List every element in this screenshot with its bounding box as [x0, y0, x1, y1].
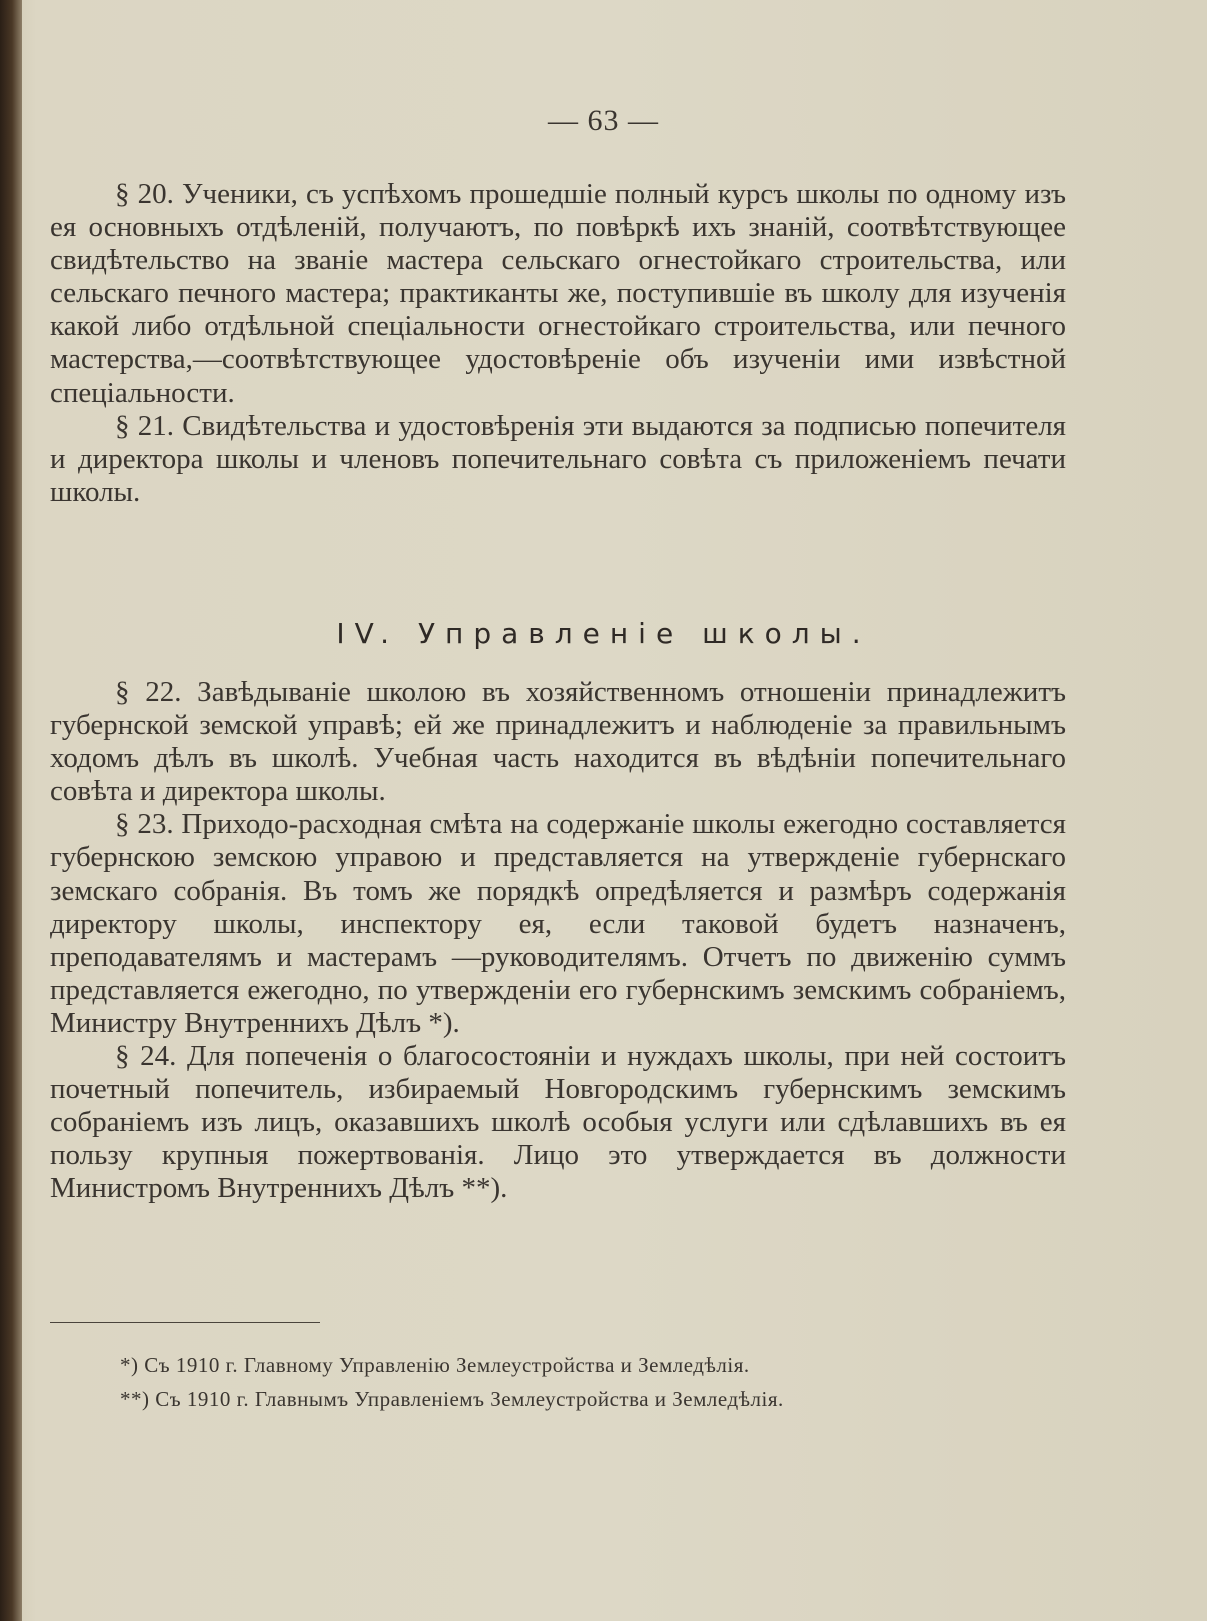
paragraph-20: § 20. Ученики, съ успѣхомъ прошедшіе полный курсъ школы по одному изъ ея основныхъ отдѣленій, получаютъ, по повѣркѣ ихъ знаній, соотвѣтствующее свидѣтельство на званіе мастера сельскаго огнестойкаго строительства, или сельскаго печного мастера; практиканты же, поступившіе въ школу для изученія какой либо отдѣльной спеціальности огнестойкаго строительства, или печного мастерства,—соотвѣтствующее удостовѣреніе объ изученіи ими извѣстной спеціальности.: [50, 178, 1066, 409]
footnote-1: *) Съ 1910 г. Главному Управленію Землеустройства и Земледѣлія.: [120, 1353, 750, 1377]
section-heading: IV. Управленіе школы.: [336, 617, 871, 650]
text-block-after-section: [50, 676, 1066, 1206]
footnotes: [120, 1348, 1020, 1416]
paragraph-23: § 23. Приходо-расходная смѣта на содержаніе школы ежегодно составляется губернскою земскою управою и представляется на утвержденіе губернскаго земскаго собранія. Въ томъ же порядкѣ опредѣляется и размѣръ содержанія директору школы, инспектору ея, если таковой будетъ назначенъ, преподавателямъ и мастерамъ —руководителямъ. Отчетъ по движенію суммъ представляется ежегодно, по утвержденіи его губернскимъ земскимъ собраніемъ, Министру Внутреннихъ Дѣлъ *).: [50, 808, 1066, 1039]
paragraph-21: § 21. Свидѣтельства и удостовѣренія эти выдаются за подписью попечителя и директора школы и членовъ попечительнаго совѣта съ приложеніемъ печати школы.: [50, 409, 1066, 508]
page-number: — 63 —: [548, 104, 659, 137]
footnote-divider: [50, 1322, 320, 1323]
paragraph-24: § 24. Для попеченія о благосостояніи и нуждахъ школы, при ней состоитъ почетный попечитель, избираемый Новгородскимъ губернскимъ земскимъ собраніемъ изъ лицъ, оказавшихъ школѣ особыя услуги или сдѣлавшихъ въ ея пользу крупныя пожертвованія. Лицо это утверждается въ должности Министромъ Внутреннихъ Дѣлъ **).: [50, 1040, 1066, 1205]
paragraph-22: § 22. Завѣдываніе школою въ хозяйственномъ отношеніи принадлежитъ губернской земской управѣ; ей же принадлежитъ и наблюденіе за правильнымъ ходомъ дѣлъ въ школѣ. Учебная часть находится въ вѣдѣніи попечительнаго совѣта и директора школы.: [50, 676, 1066, 808]
text-block-before-section: [50, 178, 1066, 509]
book-spine-shadow: [0, 0, 22, 1621]
footnote-2: **) Съ 1910 г. Главнымъ Управленіемъ Землеустройства и Земледѣлія.: [120, 1387, 784, 1411]
